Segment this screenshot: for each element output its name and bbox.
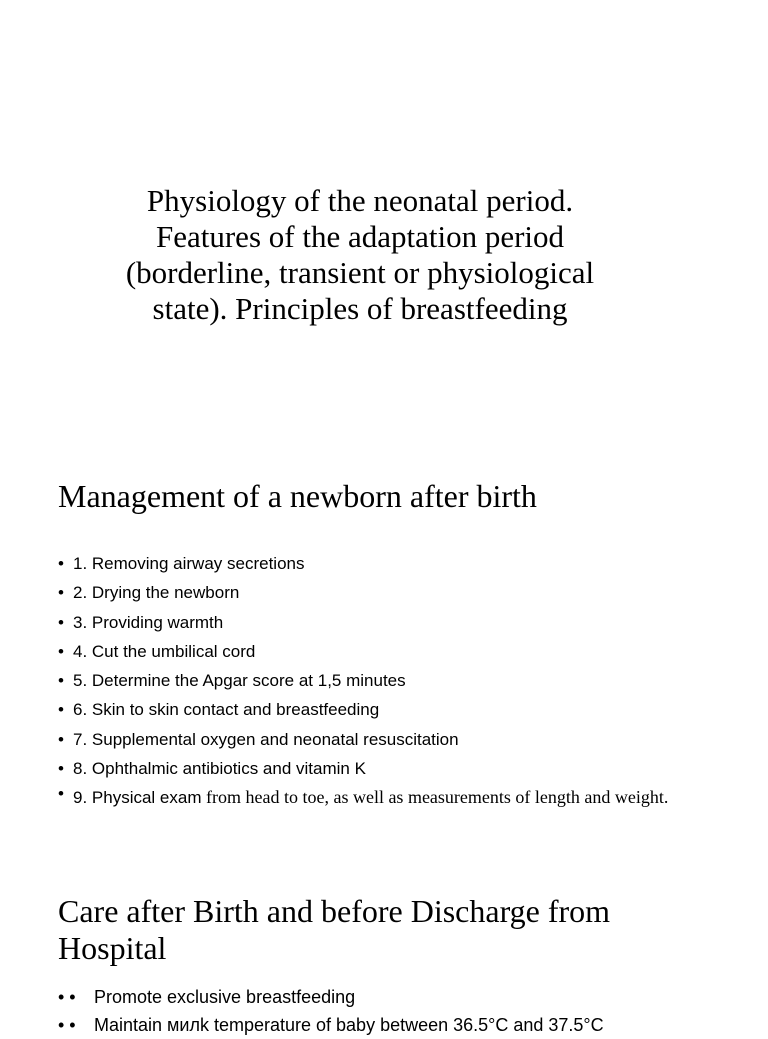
- list-item: [58, 783, 718, 809]
- slide-title-line: Physiology of the neonatal period.: [146, 183, 574, 218]
- list-item: • 5. Determine the Apgar score at 1,5 minutes: [58, 666, 718, 695]
- section-heading-management: Management of a newborn after birth: [58, 478, 537, 514]
- section-heading-line: Care after Birth and before Discharge from: [58, 893, 611, 929]
- list-item: [58, 983, 718, 1011]
- section-heading-care: [58, 893, 610, 967]
- list-item: • 3. Providing warmth: [58, 608, 718, 637]
- section-heading-line: Hospital: [58, 930, 167, 966]
- bullet-glyph: • •: [58, 1015, 76, 1035]
- list-item: • 8. Ophthalmic antibiotics and vitamin K: [58, 754, 718, 783]
- slide-title: [80, 183, 640, 327]
- management-steps-list: [58, 549, 718, 809]
- list-item-text: Maintain милk temperature of baby between 36.5°C and 37.5°C: [94, 1015, 604, 1035]
- list-item: • 1. Removing airway secretions: [58, 549, 718, 578]
- slide-title-line: state). Principles of breastfeeding: [152, 291, 568, 326]
- list-item: • 6. Skin to skin contact and breastfeeding: [58, 695, 718, 724]
- list-item: • 2. Drying the newborn: [58, 578, 718, 607]
- list-item: • 7. Supplemental oxygen and neonatal resuscitation: [58, 725, 718, 754]
- list-item-text: Promote exclusive breastfeeding: [94, 987, 356, 1007]
- care-list: [58, 983, 718, 1039]
- list-item: • 4. Cut the umbilical cord: [58, 637, 718, 666]
- list-item: [58, 1011, 718, 1039]
- list-item-prefix: 9. Physical exam: [73, 788, 202, 808]
- list-item-rest: from head to toe, as well as measurements of length and weight.: [201, 787, 669, 808]
- bullet-glyph: • •: [58, 987, 76, 1007]
- slide-title-line: (borderline, transient or physiological: [125, 255, 595, 290]
- slide-title-line: Features of the adaptation period: [155, 219, 565, 254]
